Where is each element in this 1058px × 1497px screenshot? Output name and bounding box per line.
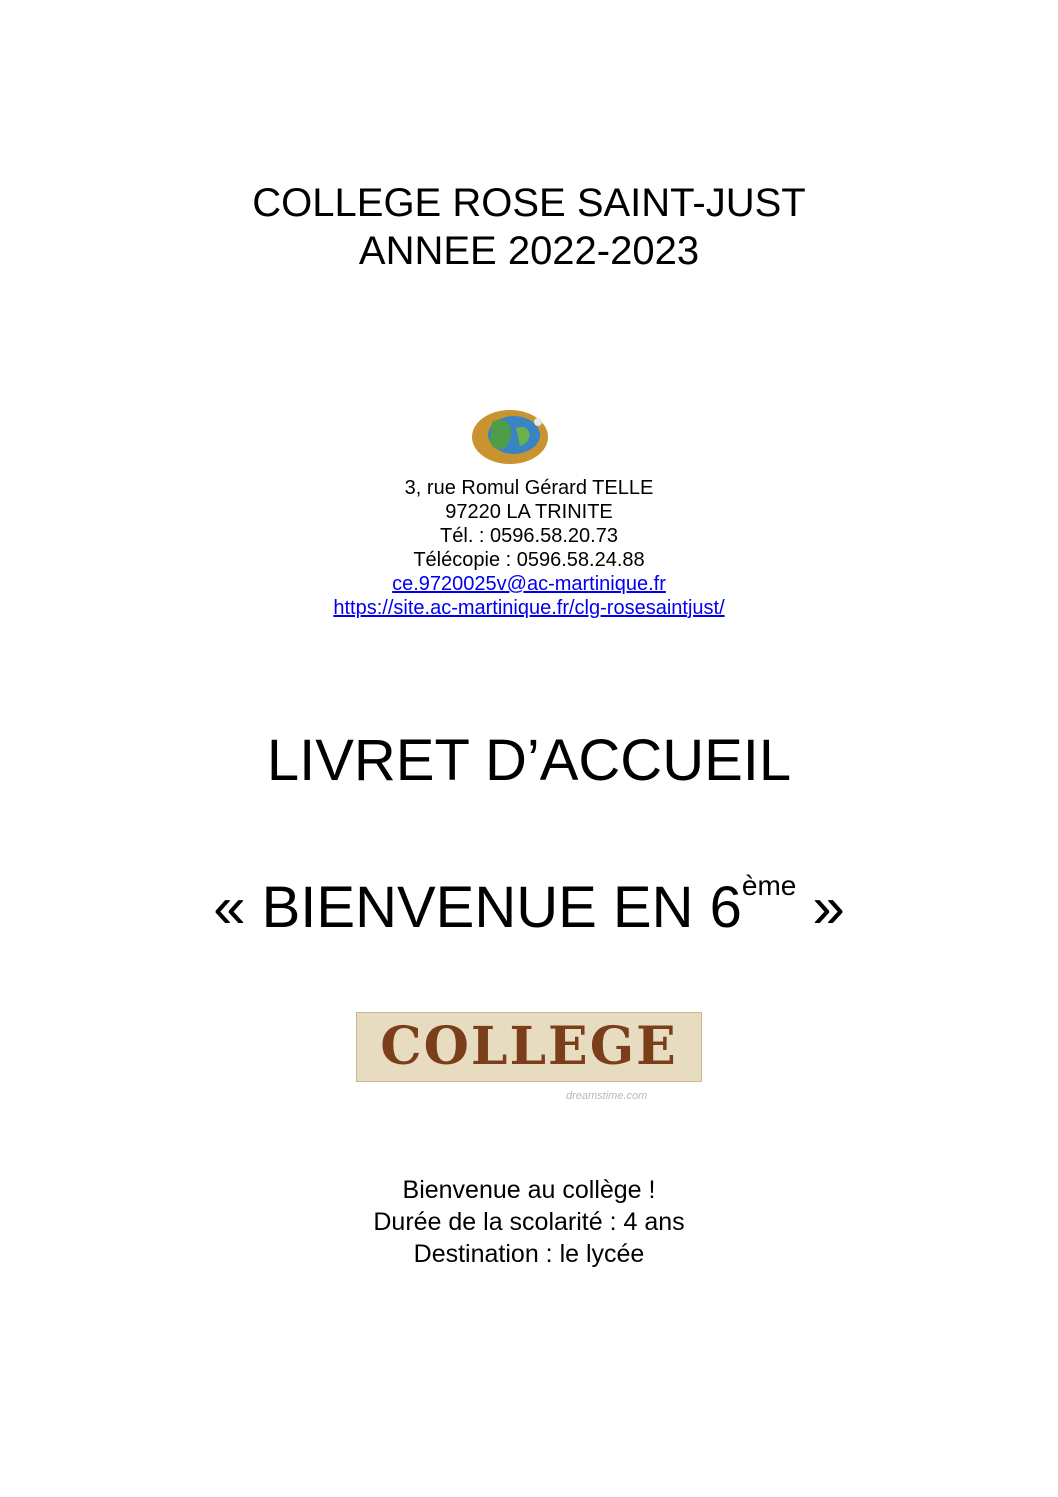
school-year: ANNEE 2022-2023 xyxy=(358,229,700,273)
website-link[interactable]: https://site.ac-martinique.fr/clg-rosesaintjust/ xyxy=(333,597,725,619)
booklet-title: LIVRET D’ACCUEIL xyxy=(266,728,792,793)
welcome-title xyxy=(0,868,1058,958)
duration-line: Durée de la scolarité : 4 ans xyxy=(373,1208,685,1236)
email-link[interactable]: ce.9720025v@ac-martinique.fr xyxy=(392,573,666,595)
phone: Tél. : 0596.58.20.73 xyxy=(440,525,618,547)
school-logo-icon xyxy=(470,408,550,466)
college-puzzle-image xyxy=(356,1012,708,1108)
city: 97220 LA TRINITE xyxy=(445,501,613,523)
image-watermark: dreamstime.com xyxy=(566,1090,648,1102)
welcome-info xyxy=(0,1174,1058,1270)
fax: Télécopie : 0596.58.24.88 xyxy=(413,549,645,571)
welcome-title-close: » xyxy=(796,875,845,940)
welcome-title-superscript: ème xyxy=(741,870,797,901)
school-name: COLLEGE ROSE SAINT-JUST xyxy=(252,181,806,225)
address: 3, rue Romul Gérard TELLE xyxy=(404,477,654,499)
welcome-line: Bienvenue au collège ! xyxy=(402,1176,656,1204)
contact-block xyxy=(0,476,1058,620)
welcome-title-main: « BIENVENUE EN 6 xyxy=(213,875,742,940)
destination-line: Destination : le lycée xyxy=(413,1240,645,1268)
college-word: COLLEGE xyxy=(356,1012,702,1082)
